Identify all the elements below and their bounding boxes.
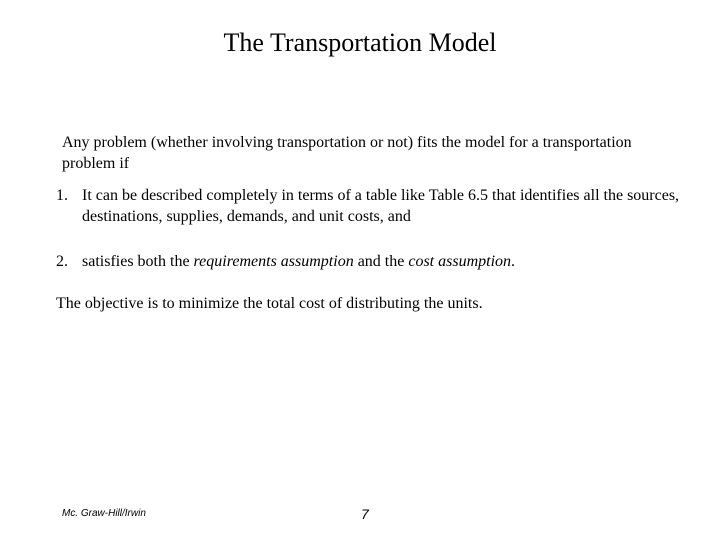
cost-assumption-term: cost assumption xyxy=(408,253,512,270)
list-item xyxy=(56,251,696,272)
list-item xyxy=(56,185,696,227)
page-title: The Transportation Model xyxy=(223,28,497,57)
list-item-text xyxy=(82,251,696,272)
text-segment: and the xyxy=(353,253,409,270)
page-number: 7 xyxy=(361,506,369,522)
list-item-number: 2. xyxy=(56,253,68,270)
publisher-footer: Mc. Graw-Hill/Irwin xyxy=(62,508,146,519)
text-segment: satisfies both the xyxy=(82,253,194,270)
text-segment: . xyxy=(511,253,516,270)
requirements-assumption-term: requirements assumption xyxy=(193,253,354,270)
objective-statement: The objective is to minimize the total cost of distributing the units. xyxy=(56,295,483,312)
list-item-text: It can be described completely in terms of a table like Table 6.5 that identifies all the sources, destinations, supplies, demands, and unit costs, and xyxy=(82,187,680,225)
list-item-number: 1. xyxy=(56,187,68,204)
intro-paragraph: Any problem (whether involving transportation or not) fits the model for a transportation problem if xyxy=(62,134,632,172)
